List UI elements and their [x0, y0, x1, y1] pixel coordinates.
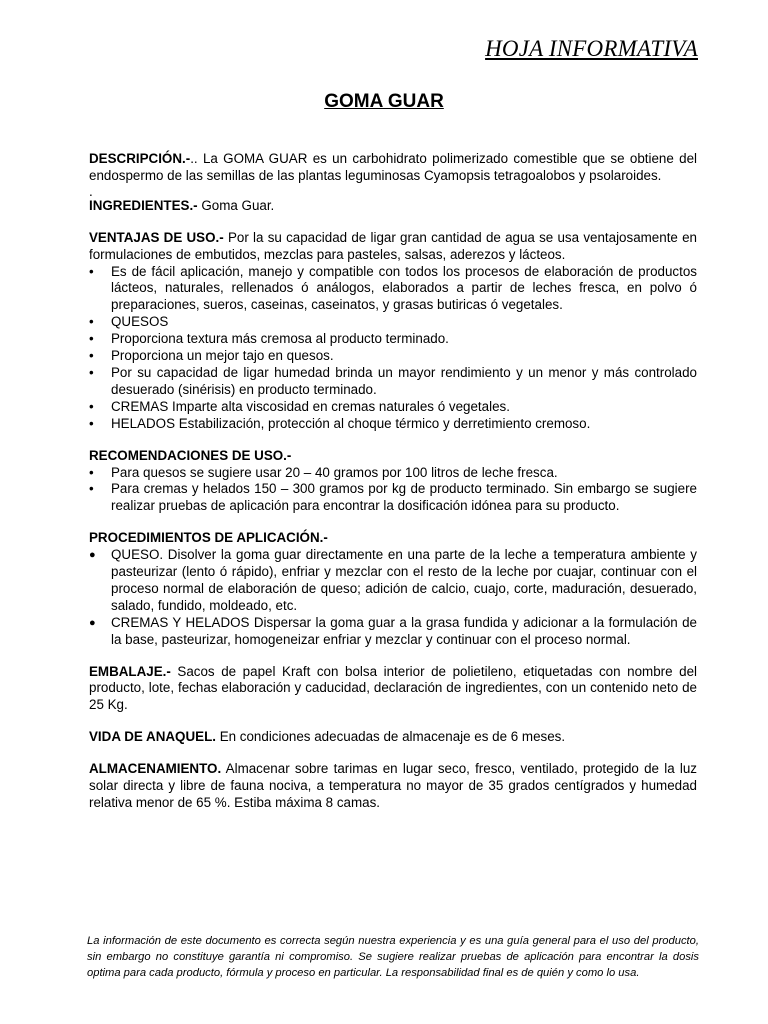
shelf-life-text: En condiciones adecuadas de almacenaje es de 6 meses.: [215, 729, 566, 745]
list-item: [89, 348, 697, 365]
bullet-icon: •: [89, 348, 94, 364]
stray-dot: .: [89, 183, 93, 199]
ingredients-label: INGREDIENTES.-: [89, 197, 198, 213]
recommendations-list: [89, 465, 697, 516]
document-body: [89, 151, 697, 812]
shelf-life-label: VIDA DE ANAQUEL.: [89, 729, 216, 745]
bullet-icon: ●: [89, 616, 96, 629]
bullet-icon: •: [89, 398, 94, 414]
list-item: [89, 264, 697, 315]
list-item: [89, 465, 697, 482]
list-item: [89, 416, 697, 433]
list-item-text: Para cremas y helados 150 – 300 gramos por kg de producto terminado. Sin embargo se sugiere realizar pruebas de aplicación para encontrar la dosificación idónea para su producto.: [111, 481, 697, 514]
list-item-text: QUESOS: [111, 314, 169, 330]
list-item-text: Por su capacidad de ligar humedad brinda un mayor rendimiento y un menor y más controlado desuerado (sinérisis) en producto terminado.: [111, 364, 697, 397]
list-item-text: CREMAS Y HELADOS Dispersar la goma guar a la grasa fundida y adicionar a la formulación de la base, pasteurizar, homogeneizar enfriar y mezclar y continuar con el proceso normal.: [111, 614, 697, 647]
storage-section: [89, 761, 697, 812]
list-item-text: Es de fácil aplicación, manejo y compatible con todos los procesos de elaboración de productos lácteos, naturales, rellenados ó análogos, elaborados a partir de leches fresca, en polvo ó preparaciones, sueros, caseinas, caseinatos, y grasas butiricas ó vegetales.: [111, 263, 697, 313]
procedures-label: PROCEDIMIENTOS DE APLICACIÓN.-: [89, 530, 328, 546]
list-item-text: Proporciona textura más cremosa al producto terminado.: [111, 331, 449, 347]
procedures-section: [89, 530, 697, 547]
storage-label: ALMACENAMIENTO.: [89, 761, 222, 777]
procedures-list: [89, 547, 697, 648]
shelf-life-section: [89, 729, 697, 746]
list-item-text: Proporciona un mejor tajo en quesos.: [111, 348, 334, 364]
advantages-section: [89, 230, 697, 264]
list-item-text: HELADOS Estabilización, protección al choque térmico y derretimiento cremoso.: [111, 415, 591, 431]
list-item: [89, 331, 697, 348]
bullet-icon: •: [89, 464, 94, 480]
advantages-list: [89, 264, 697, 433]
bullet-icon: ●: [89, 549, 96, 562]
list-item: [89, 615, 697, 649]
list-item: [89, 547, 697, 615]
storage-text: Almacenar sobre tarimas en lugar seco, fresco, ventilado, protegido de la luz solar directa y libre de fauna nociva, a temperatura no mayor de 35 grados centígrados y humedad relativa menor de 65 %. Estiba máxima 8 camas.: [89, 761, 697, 810]
recommendations-section: [89, 448, 697, 465]
recommendations-label: RECOMENDACIONES DE USO.-: [89, 447, 292, 463]
ingredients-section: [89, 198, 697, 215]
bullet-icon: •: [89, 415, 94, 431]
list-item-text: Para quesos se sugiere usar 20 – 40 gramos por 100 litros de leche fresca.: [111, 464, 558, 480]
list-item: [89, 399, 697, 416]
bullet-icon: •: [89, 263, 94, 279]
advantages-text: Por la su capacidad de ligar gran cantidad de agua se usa ventajosamente en formulaciones de embutidos, mezclas para pasteles, salsas, aderezos y lácteos.: [89, 229, 697, 262]
list-item: [89, 314, 697, 331]
list-item: [89, 481, 697, 515]
list-item-text: CREMAS Imparte alta viscosidad en cremas naturales ó vegetales.: [111, 398, 510, 414]
list-item-text: QUESO. Disolver la goma guar directamente en una parte de la leche a temperatura ambiente y pasteurizar (lento ó rápido), enfriar y mezclar con el resto de la leche por cuajar, continuar con el proceso normal de elaboración de queso; adición de calcio, cuajo, corte, maduración, desuerado, salado, fundido, moldeado, etc.: [111, 547, 697, 613]
description-text: .. La GOMA GUAR es un carbohidrato polimerizado comestible que se obtiene del endospermo de las semillas de las plantas leguminosas Cyamopsis tetragoalobos y psolaroides.: [89, 151, 697, 183]
bullet-icon: •: [89, 364, 94, 380]
bullet-icon: •: [89, 481, 94, 497]
packaging-label: EMBALAJE.-: [89, 663, 171, 679]
disclaimer-footer: La información de este documento es correcta según nuestra experiencia y es una guía general para el uso del producto, sin embargo no constituye garantía ni compromiso. Se sugiere realizar pruebas de aplicación para encontrar la dosis optima para cada producto, fórmula y proceso en particular. La responsabilidad final es de quién y como lo usa.: [87, 935, 699, 979]
advantages-label: VENTAJAS DE USO.-: [89, 229, 224, 245]
page-title: GOMA GUAR: [324, 91, 444, 112]
bullet-icon: •: [89, 331, 94, 347]
packaging-text: Sacos de papel Kraft con bolsa interior de polietileno, etiquetadas con nombre del producto, lote, fechas elaboración y caducidad, declaración de ingredientes, con un contenido neto de 25 Kg.: [89, 663, 697, 713]
bullet-icon: •: [89, 314, 94, 330]
ingredients-text: Goma Guar.: [197, 197, 275, 213]
description-label: DESCRIPCIÓN.-: [89, 151, 191, 166]
packaging-section: [89, 664, 697, 715]
document-type-heading: HOJA INFORMATIVA: [485, 36, 698, 61]
list-item: [89, 365, 697, 399]
description-section: [89, 151, 697, 185]
